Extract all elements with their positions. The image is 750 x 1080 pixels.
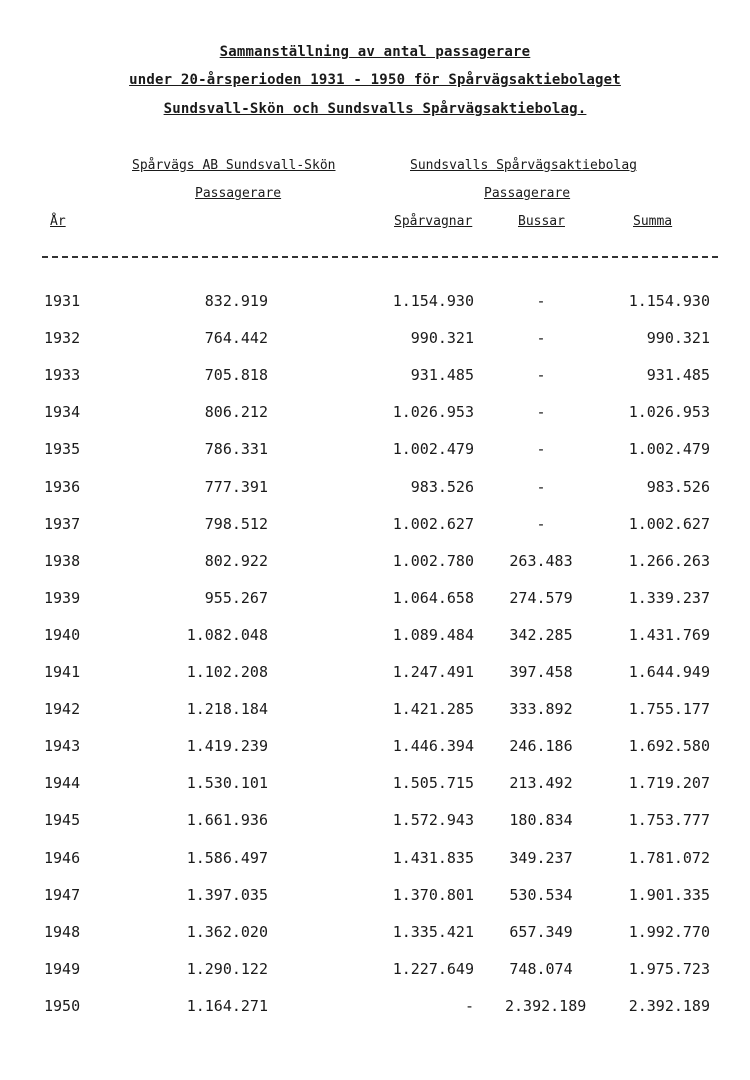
sum-passengers-cell: 931.485 bbox=[646, 366, 710, 385]
title-line-3: Sundsvall-Skön och Sundsvalls Spårvägsaktiebolag. bbox=[163, 101, 587, 117]
header-group-b-sub: Passagerare bbox=[484, 186, 571, 201]
tram-passengers-cell: 1.064.658 bbox=[392, 588, 474, 607]
tram-passengers-cell: 1.002.780 bbox=[392, 551, 474, 570]
bus-passengers-cell: 2.392.189 bbox=[505, 996, 587, 1015]
skon-passengers-cell: 802.922 bbox=[204, 551, 268, 570]
sum-passengers-cell: 1.026.953 bbox=[628, 403, 710, 422]
table-row bbox=[0, 886, 750, 910]
sum-passengers-cell: 1.339.237 bbox=[628, 588, 710, 607]
year-cell: 1940 bbox=[44, 625, 81, 644]
year-cell: 1945 bbox=[44, 811, 81, 830]
bus-passengers-cell: 213.492 bbox=[509, 774, 573, 793]
year-cell: 1932 bbox=[44, 329, 81, 348]
year-cell: 1941 bbox=[44, 663, 81, 681]
year-cell: 1938 bbox=[44, 551, 81, 570]
sum-passengers-cell: 1.154.930 bbox=[628, 292, 710, 310]
table-row bbox=[0, 923, 750, 947]
tram-passengers-cell: 1.247.491 bbox=[392, 663, 474, 681]
sum-passengers-cell: 2.392.189 bbox=[628, 996, 710, 1015]
skon-passengers-cell: 786.331 bbox=[204, 440, 268, 459]
bus-passengers-cell: - bbox=[536, 477, 546, 496]
skon-passengers-cell: 1.530.101 bbox=[186, 774, 268, 793]
year-cell: 1943 bbox=[44, 737, 81, 756]
header-year: År bbox=[50, 214, 66, 229]
title-line-1: Sammanställning av antal passagerare bbox=[219, 44, 531, 60]
tram-passengers-cell: 1.089.484 bbox=[392, 625, 474, 644]
title-line-2: under 20-årsperioden 1931 - 1950 för Spårvägsaktiebolaget bbox=[129, 72, 621, 88]
bus-passengers-cell: 530.534 bbox=[509, 885, 573, 904]
sum-passengers-cell: 1.755.177 bbox=[628, 700, 710, 719]
skon-passengers-cell: 1.164.271 bbox=[186, 996, 268, 1015]
year-cell: 1933 bbox=[44, 366, 81, 385]
skon-passengers-cell: 832.919 bbox=[204, 292, 268, 310]
header-group-b: Sundsvalls Spårvägsaktiebolag bbox=[410, 158, 637, 173]
tram-passengers-cell: 1.421.285 bbox=[392, 700, 474, 719]
year-cell: 1946 bbox=[44, 848, 81, 867]
table-row bbox=[0, 663, 750, 687]
sum-passengers-cell: 1.266.263 bbox=[628, 551, 710, 570]
table-row bbox=[0, 811, 750, 835]
table-row bbox=[0, 478, 750, 502]
skon-passengers-cell: 1.586.497 bbox=[186, 848, 268, 867]
bus-passengers-cell: 397.458 bbox=[509, 663, 573, 681]
year-cell: 1950 bbox=[44, 996, 81, 1015]
header-col-sum: Summa bbox=[633, 214, 673, 229]
table-row bbox=[0, 849, 750, 873]
tram-passengers-cell: 1.002.627 bbox=[392, 514, 474, 533]
skon-passengers-cell: 705.818 bbox=[204, 366, 268, 385]
sum-passengers-cell: 1.975.723 bbox=[628, 959, 710, 978]
skon-passengers-cell: 1.661.936 bbox=[186, 811, 268, 830]
skon-passengers-cell: 1.290.122 bbox=[186, 959, 268, 978]
table-row bbox=[0, 292, 750, 316]
table-row bbox=[0, 329, 750, 353]
sum-passengers-cell: 1.781.072 bbox=[628, 848, 710, 867]
year-cell: 1949 bbox=[44, 959, 81, 978]
bus-passengers-cell: 657.349 bbox=[509, 922, 573, 941]
header-divider bbox=[42, 256, 718, 258]
bus-passengers-cell: 333.892 bbox=[509, 700, 573, 719]
table-row bbox=[0, 997, 750, 1021]
table-row bbox=[0, 366, 750, 390]
bus-passengers-cell: 349.237 bbox=[509, 848, 573, 867]
sum-passengers-cell: 1.002.479 bbox=[628, 440, 710, 459]
year-cell: 1948 bbox=[44, 922, 81, 941]
tram-passengers-cell: 1.026.953 bbox=[392, 403, 474, 422]
tram-passengers-cell: 990.321 bbox=[410, 329, 474, 348]
table-row bbox=[0, 552, 750, 576]
table-row bbox=[0, 774, 750, 798]
skon-passengers-cell: 955.267 bbox=[204, 588, 268, 607]
year-cell: 1942 bbox=[44, 700, 81, 719]
bus-passengers-cell: - bbox=[536, 366, 546, 385]
sum-passengers-cell: 990.321 bbox=[646, 329, 710, 348]
year-cell: 1934 bbox=[44, 403, 81, 422]
bus-passengers-cell: 748.074 bbox=[509, 959, 573, 978]
sum-passengers-cell: 1.719.207 bbox=[628, 774, 710, 793]
year-cell: 1939 bbox=[44, 588, 81, 607]
tram-passengers-cell: 1.431.835 bbox=[392, 848, 474, 867]
year-cell: 1936 bbox=[44, 477, 81, 496]
skon-passengers-cell: 1.102.208 bbox=[186, 663, 268, 681]
sum-passengers-cell: 1.692.580 bbox=[628, 737, 710, 756]
tram-passengers-cell: 931.485 bbox=[410, 366, 474, 385]
skon-passengers-cell: 1.419.239 bbox=[186, 737, 268, 756]
table-row bbox=[0, 589, 750, 613]
bus-passengers-cell: - bbox=[536, 403, 546, 422]
sum-passengers-cell: 1.431.769 bbox=[628, 625, 710, 644]
tram-passengers-cell: 1.370.801 bbox=[392, 885, 474, 904]
bus-passengers-cell: 342.285 bbox=[509, 625, 573, 644]
table-row bbox=[0, 626, 750, 650]
bus-passengers-cell: - bbox=[536, 440, 546, 459]
skon-passengers-cell: 1.397.035 bbox=[186, 885, 268, 904]
table-row bbox=[0, 403, 750, 427]
sum-passengers-cell: 1.002.627 bbox=[628, 514, 710, 533]
header-group-a-sub: Passagerare bbox=[195, 186, 282, 201]
skon-passengers-cell: 764.442 bbox=[204, 329, 268, 348]
tram-passengers-cell: - bbox=[464, 996, 474, 1015]
skon-passengers-cell: 1.218.184 bbox=[186, 700, 268, 719]
bus-passengers-cell: 246.186 bbox=[509, 737, 573, 756]
tram-passengers-cell: 1.572.943 bbox=[392, 811, 474, 830]
year-cell: 1944 bbox=[44, 774, 81, 793]
skon-passengers-cell: 1.082.048 bbox=[186, 625, 268, 644]
tram-passengers-cell: 1.002.479 bbox=[392, 440, 474, 459]
year-cell: 1937 bbox=[44, 514, 81, 533]
year-cell: 1947 bbox=[44, 885, 81, 904]
header-col-bus: Bussar bbox=[518, 214, 565, 229]
tram-passengers-cell: 983.526 bbox=[410, 477, 474, 496]
bus-passengers-cell: - bbox=[536, 514, 546, 533]
sum-passengers-cell: 1.901.335 bbox=[628, 885, 710, 904]
tram-passengers-cell: 1.154.930 bbox=[392, 292, 474, 310]
sum-passengers-cell: 1.753.777 bbox=[628, 811, 710, 830]
table-row bbox=[0, 515, 750, 539]
table-row bbox=[0, 700, 750, 724]
bus-passengers-cell: 180.834 bbox=[509, 811, 573, 830]
tram-passengers-cell: 1.227.649 bbox=[392, 959, 474, 978]
year-cell: 1931 bbox=[44, 292, 81, 310]
skon-passengers-cell: 798.512 bbox=[204, 514, 268, 533]
skon-passengers-cell: 777.391 bbox=[204, 477, 268, 496]
skon-passengers-cell: 806.212 bbox=[204, 403, 268, 422]
sum-passengers-cell: 983.526 bbox=[646, 477, 710, 496]
year-cell: 1935 bbox=[44, 440, 81, 459]
header-col-tram: Spårvagnar bbox=[394, 214, 473, 229]
table-row bbox=[0, 960, 750, 984]
tram-passengers-cell: 1.446.394 bbox=[392, 737, 474, 756]
header-group-a: Spårvägs AB Sundsvall-Skön bbox=[132, 158, 336, 173]
bus-passengers-cell: 263.483 bbox=[509, 551, 573, 570]
table-row bbox=[0, 737, 750, 761]
tram-passengers-cell: 1.335.421 bbox=[392, 922, 474, 941]
bus-passengers-cell: - bbox=[536, 292, 546, 310]
sum-passengers-cell: 1.992.770 bbox=[628, 922, 710, 941]
bus-passengers-cell: - bbox=[536, 329, 546, 348]
table-row bbox=[0, 440, 750, 464]
skon-passengers-cell: 1.362.020 bbox=[186, 922, 268, 941]
sum-passengers-cell: 1.644.949 bbox=[628, 663, 710, 681]
tram-passengers-cell: 1.505.715 bbox=[392, 774, 474, 793]
bus-passengers-cell: 274.579 bbox=[509, 588, 573, 607]
